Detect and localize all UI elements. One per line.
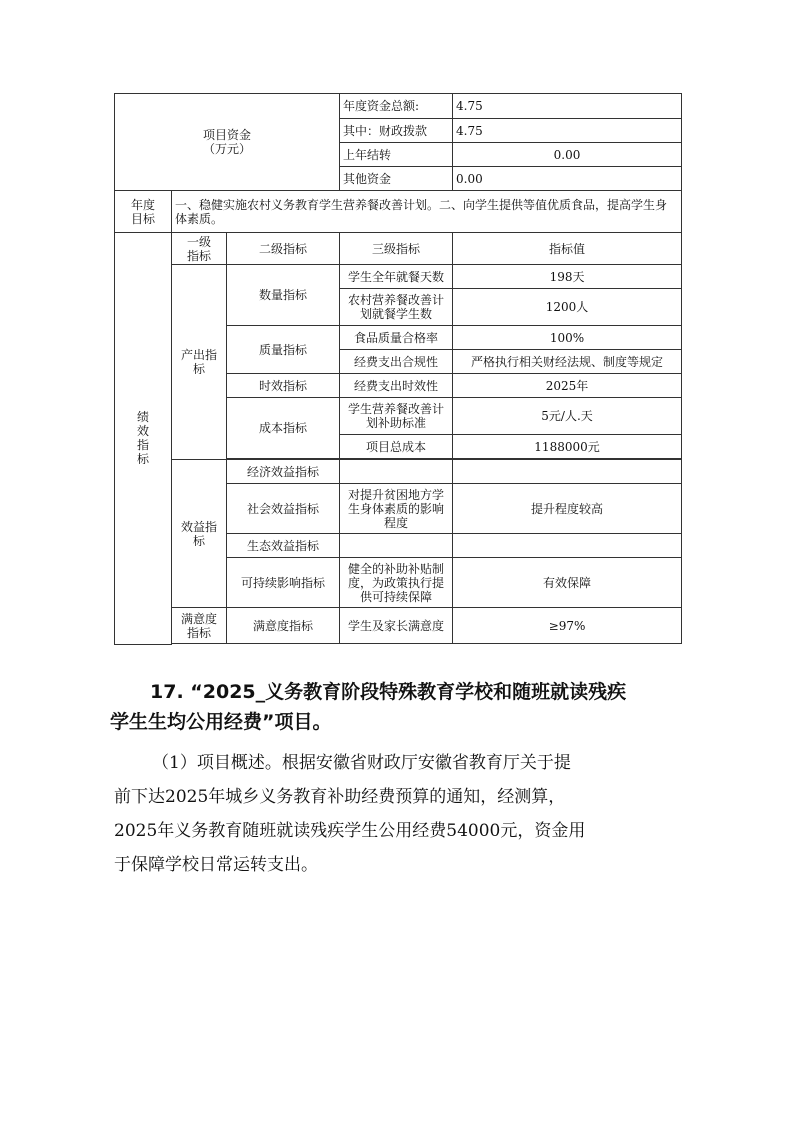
paragraph-line: 前下达2025年城乡义务教育补助经费预算的通知，经测算， bbox=[114, 787, 566, 807]
indicator-name: 经费支出合规性 bbox=[340, 350, 453, 374]
cost-indicators-label: 成本指标 bbox=[227, 398, 340, 459]
annual-total-label: 年度资金总额: bbox=[340, 94, 453, 119]
paragraph-line: （1）项目概述。根据安徽省财政厅安徽省教育厅关于提 bbox=[152, 753, 571, 773]
indicator-value: ≥97% bbox=[453, 608, 682, 644]
heading-line: 17. “2025_义务教育阶段特殊教育学校和随班就读残疾 bbox=[150, 681, 627, 703]
annual-total-value: 4.75 bbox=[453, 94, 682, 119]
project-funds-label: 项目资金 （万元） bbox=[115, 94, 340, 191]
indicator-name: 学生营养餐改善计 划补助标准 bbox=[340, 398, 453, 435]
quantity-indicators-label: 数量指标 bbox=[227, 265, 340, 326]
indicator-value: 有效保障 bbox=[453, 558, 682, 608]
output-indicators-label: 产出指 标 bbox=[172, 265, 227, 460]
header-level2: 二级指标 bbox=[227, 233, 340, 265]
header-value: 指标值 bbox=[453, 233, 682, 265]
indicator-name: 农村营养餐改善计 划就餐学生数 bbox=[340, 289, 453, 326]
indicator-name: 学生及家长满意度 bbox=[340, 608, 453, 644]
economic-benefit-label: 经济效益指标 bbox=[227, 460, 340, 484]
paragraph-line: 2025年义务教育随班就读残疾学生公用经费54000元，资金用 bbox=[114, 821, 586, 841]
other-funds-value: 0.00 bbox=[453, 167, 682, 191]
indicator-value: 1188000元 bbox=[453, 435, 682, 459]
timeliness-indicators-label: 时效指标 bbox=[227, 374, 340, 398]
satisfaction-indicators-label: 满意度 指标 bbox=[172, 608, 227, 644]
annual-goal-label: 年度 目标 bbox=[115, 191, 172, 233]
header-level1: 一级 指标 bbox=[172, 233, 227, 265]
sustainable-impact-label: 可持续影响指标 bbox=[227, 558, 340, 608]
empty-cell bbox=[340, 460, 453, 484]
satisfaction-sub-label: 满意度指标 bbox=[227, 608, 340, 644]
header-level3: 三级指标 bbox=[340, 233, 453, 265]
carryover-label: 上年结转 bbox=[340, 143, 453, 167]
other-funds-label: 其他资金 bbox=[340, 167, 453, 191]
indicator-value: 严格执行相关财经法规、制度等规定 bbox=[453, 350, 682, 374]
fiscal-appropriation-label: 其中：财政拨款 bbox=[340, 119, 453, 143]
heading-line: 学生生均公用经费”项目。 bbox=[110, 711, 332, 733]
indicator-name: 食品质量合格率 bbox=[340, 326, 453, 350]
carryover-value: 0.00 bbox=[453, 143, 682, 167]
indicator-value: 5元/人.天 bbox=[453, 398, 682, 435]
performance-indicators-label: 绩 效 指 标 bbox=[115, 233, 172, 645]
indicator-value: 100% bbox=[453, 326, 682, 350]
indicator-value: 198天 bbox=[453, 265, 682, 289]
social-benefit-label: 社会效益指标 bbox=[227, 484, 340, 534]
indicator-name: 对提升贫困地方学 生身体素质的影响 程度 bbox=[340, 484, 453, 534]
benefit-indicators-label: 效益指 标 bbox=[172, 460, 227, 608]
annual-goal-text: 一、稳健实施农村义务教育学生营养餐改善计划。二、向学生提供等值优质食品，提高学生身体素质。 bbox=[172, 191, 682, 233]
section-heading bbox=[110, 677, 710, 737]
indicator-name: 健全的补助补贴制 度，为政策执行提 供可持续保障 bbox=[340, 558, 453, 608]
indicator-name: 学生全年就餐天数 bbox=[340, 265, 453, 289]
fiscal-appropriation-value: 4.75 bbox=[453, 119, 682, 143]
empty-cell bbox=[453, 460, 682, 484]
indicator-value: 提升程度较高 bbox=[453, 484, 682, 534]
quality-indicators-label: 质量指标 bbox=[227, 326, 340, 374]
paragraph-line: 于保障学校日常运转支出。 bbox=[114, 855, 318, 875]
indicator-name: 经费支出时效性 bbox=[340, 374, 453, 398]
empty-cell bbox=[453, 534, 682, 558]
ecological-benefit-label: 生态效益指标 bbox=[227, 534, 340, 558]
project-overview-paragraph bbox=[114, 746, 684, 882]
indicator-value: 2025年 bbox=[453, 374, 682, 398]
empty-cell bbox=[340, 534, 453, 558]
indicator-value: 1200人 bbox=[453, 289, 682, 326]
performance-table bbox=[114, 93, 682, 645]
indicator-name: 项目总成本 bbox=[340, 435, 453, 459]
